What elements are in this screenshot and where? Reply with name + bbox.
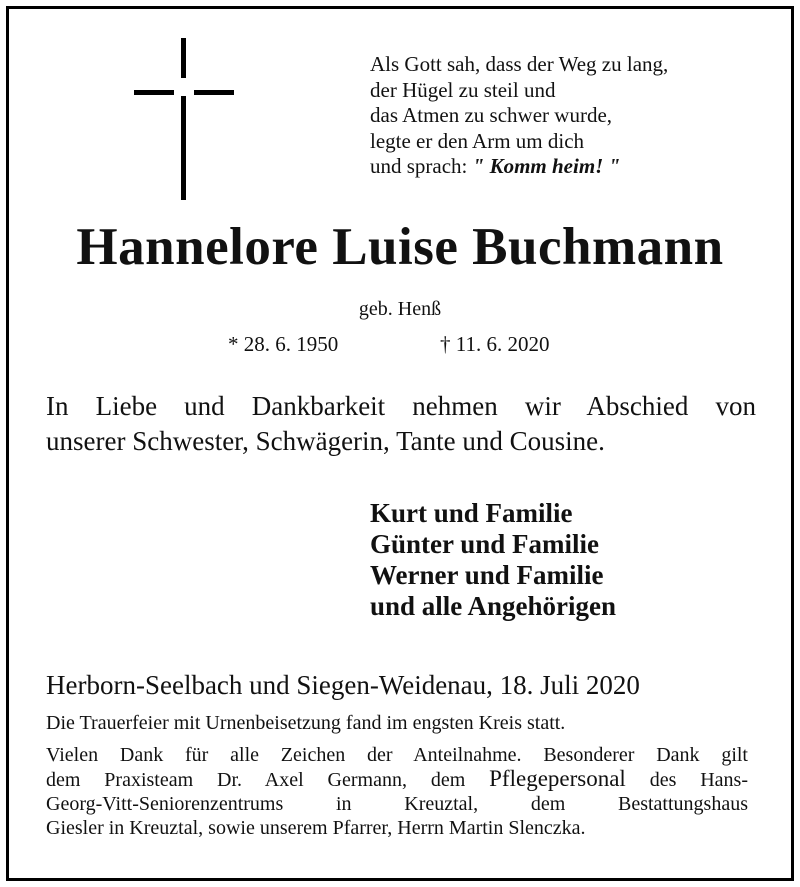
poem-line: Als Gott sah, dass der Weg zu lang, xyxy=(370,52,669,76)
thanks-emphasis: Pflegepersonal xyxy=(489,766,626,791)
farewell-line: unserer Schwester, Schwägerin, Tante und Cousine. xyxy=(46,426,605,456)
deceased-name: Hannelore Luise Buchmann xyxy=(76,218,724,276)
thanks-text xyxy=(46,743,748,840)
death-date: † 11. 6. 2020 xyxy=(440,332,550,356)
poem-line: der Hügel zu steil und xyxy=(370,77,556,102)
farewell-text xyxy=(46,389,756,459)
maiden-name: geb. Henß xyxy=(358,298,442,320)
family-line: Kurt und Familie xyxy=(370,498,573,528)
cross-icon xyxy=(130,38,240,202)
thanks-segment: dem Praxisteam Dr. Axel Germann, dem xyxy=(46,769,490,791)
farewell-line: In Liebe und Dankbarkeit nehmen wir Abschied von xyxy=(46,391,756,421)
family-signatures xyxy=(370,498,616,622)
poem xyxy=(370,52,668,180)
place-date: Herborn-Seelbach und Siegen-Weidenau, 18. Juli 2020 xyxy=(46,670,640,700)
family-line: Günter und Familie xyxy=(370,529,600,559)
funeral-note: Die Trauerfeier mit Urnenbeisetzung fand im engsten Kreis statt. xyxy=(46,712,566,734)
poem-quote: " Komm heim! " xyxy=(472,154,621,178)
family-line: und alle Angehörigen xyxy=(370,591,617,621)
thanks-line: Georg-Vitt-Seniorenzentrums in Kreuztal, dem Bestattungshaus xyxy=(46,793,748,815)
thanks-line xyxy=(46,767,748,792)
poem-line: legte er den Arm um dich xyxy=(370,128,585,153)
poem-line-prefix: und sprach: xyxy=(370,154,473,178)
birth-date: * 28. 6. 1950 xyxy=(228,332,339,356)
thanks-segment: des Hans- xyxy=(625,769,748,791)
poem-line: das Atmen zu schwer wurde, xyxy=(370,103,613,127)
thanks-line: Giesler in Kreuztal, sowie unserem Pfarrer, Herrn Martin Slenczka. xyxy=(46,817,586,839)
family-line: Werner und Familie xyxy=(370,560,604,590)
thanks-line: Vielen Dank für alle Zeichen der Anteilnahme. Besonderer Dank gilt xyxy=(46,744,748,766)
